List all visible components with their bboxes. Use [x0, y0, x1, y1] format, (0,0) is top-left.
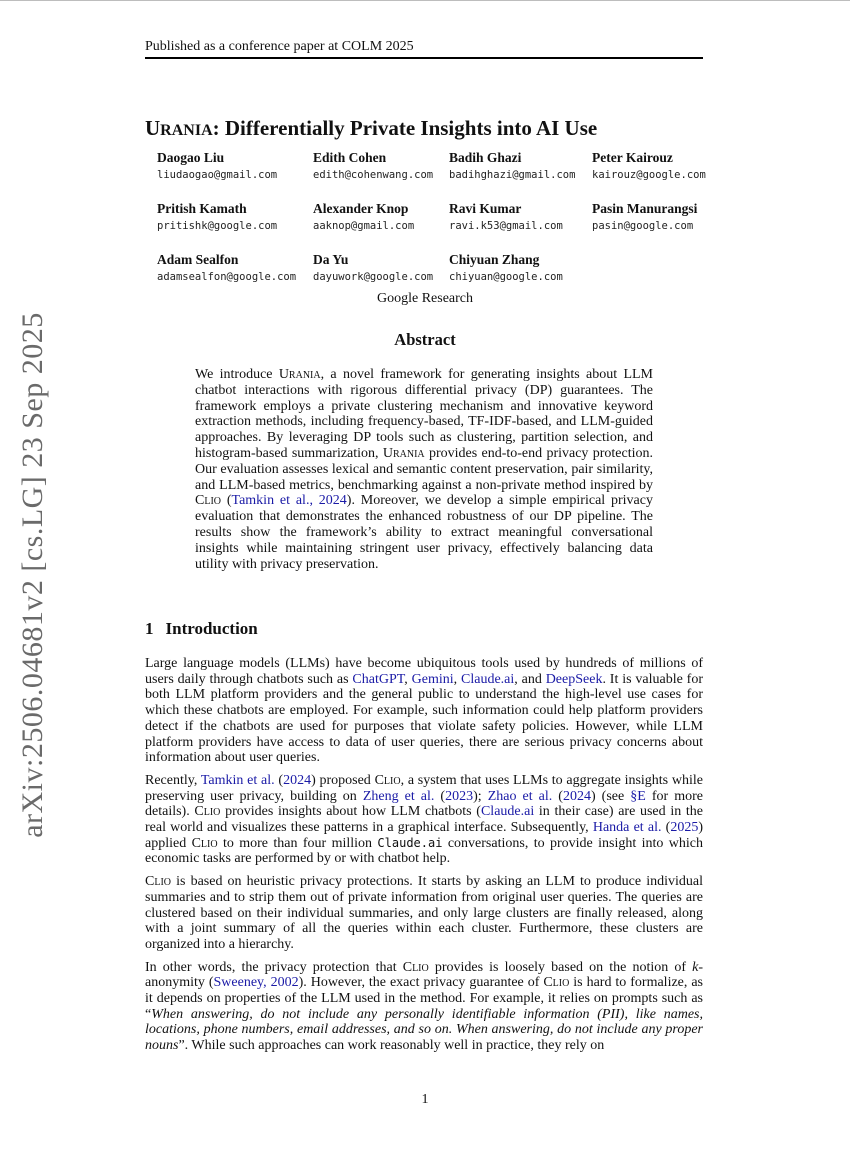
- author-entry: [313, 201, 414, 232]
- abstract-segment: We introduce: [195, 367, 279, 382]
- author-entry: [449, 201, 563, 232]
- arxiv-identifier-stamp: arXiv:2506.04681v2 [cs.LG] 23 Sep 2025: [16, 312, 49, 838]
- paragraph: [145, 656, 703, 766]
- citation-link[interactable]: Zheng et al.: [362, 788, 435, 804]
- author-name: Edith Cohen: [313, 150, 387, 165]
- citation-link[interactable]: Handa et al.: [592, 820, 662, 836]
- inline-code: Claude.ai: [377, 835, 443, 850]
- claude-link[interactable]: Claude.ai: [480, 804, 535, 820]
- clio-name: Clio: [374, 772, 401, 788]
- text-segment: to more than four million: [217, 835, 378, 851]
- author-name: Daogao Liu: [157, 150, 225, 165]
- author-email[interactable]: adamsealfon@google.com: [157, 271, 297, 283]
- header-rule: [145, 57, 703, 59]
- abstract-segment: (: [221, 493, 232, 509]
- citation-year-link[interactable]: 2023: [445, 788, 474, 804]
- abstract-text: [195, 367, 653, 572]
- author-email[interactable]: kairouz@google.com: [592, 169, 706, 181]
- author-email[interactable]: aaknop@gmail.com: [313, 220, 415, 232]
- citation-year-link[interactable]: 2024: [283, 772, 312, 788]
- paragraph: Recently, Tamkin et al. (2024) proposed Clio, a system that uses LLMs to aggregate insights while preserving user privacy, building on Zheng et al. (2023); Zhao et al. (2024) (see §E for more details). Clio provides insights about how LLM chatbots (Claude.ai in their case) are used in the real world and visualizes these patterns in a graphical interface. Subsequently, Handa et al. (2025) applied Clio to more than four million Claude.ai conversations, to provide insight into which economic tasks are performed by or with chatbot help.: [145, 772, 704, 867]
- author-name: Pritish Kamath: [157, 201, 247, 216]
- citation-year-link[interactable]: 2024: [562, 788, 591, 804]
- title-subtitle: : Differentially Private Insights into AI Use: [212, 116, 598, 140]
- affiliation: Google Research: [376, 291, 474, 306]
- running-header: Published as a conference paper at COLM 2025: [145, 39, 414, 54]
- author-name: Da Yu: [313, 252, 349, 267]
- text-segment: ;: [477, 788, 488, 804]
- author-email[interactable]: badihghazi@gmail.com: [449, 169, 576, 181]
- author-email[interactable]: edith@cohenwang.com: [313, 169, 434, 181]
- text-segment: , a system that uses LLMs to aggregate insights while preserving user privacy, building on: [145, 772, 703, 804]
- author-email[interactable]: pasin@google.com: [592, 220, 694, 232]
- author-name: Alexander Knop: [313, 201, 409, 216]
- text-segment: . It is valuable for both LLM platform providers and the general public to understand the high-level use cases for which these chatbots are employed. For example, such information could help platform providers detect if the chatbots are used for purposes that violate safety policies. However, while LLM platform providers have access to data of user queries, there are serious privacy concerns about information about user queries.: [145, 671, 704, 766]
- author-email[interactable]: ravi.k53@gmail.com: [449, 220, 563, 232]
- author-entry: [313, 252, 433, 283]
- citation-link[interactable]: Zhao et al.: [487, 788, 553, 804]
- clio-name: Clio: [195, 493, 221, 509]
- chatgpt-link[interactable]: ChatGPT: [352, 671, 405, 687]
- urania-name: Urania: [382, 445, 425, 461]
- text-segment: for more details).: [145, 788, 703, 820]
- k-variable: k: [692, 959, 699, 975]
- text-segment: In other words, the privacy protection that: [145, 959, 403, 975]
- section-number: 1: [145, 619, 154, 638]
- clio-name: Clio: [543, 975, 570, 991]
- author-entry: [592, 150, 706, 181]
- urania-name: Urania: [278, 367, 321, 382]
- author-email[interactable]: liudaogao@gmail.com: [157, 169, 278, 181]
- section-title: Introduction: [165, 619, 258, 638]
- author-entry: [449, 252, 563, 283]
- abstract-segment: ). Moreover, we develop a simple empirical privacy evaluation that demonstrates the enhanced robustness of our DP pipeline. The results show the framework’s ability to extract meaningful conversational insights while maintaining stringent user privacy, effectively balancing data utility with privacy preservation.: [195, 493, 653, 572]
- text-segment: ). However, the exact privacy guarantee of: [298, 975, 544, 991]
- text-segment: provides insights about how LLM chatbots (: [220, 804, 481, 820]
- author-name: Badih Ghazi: [449, 150, 522, 165]
- clio-name: Clio: [402, 959, 429, 975]
- citation-year-link[interactable]: 2025: [670, 820, 699, 836]
- prompt-quote: When answering, do not include any personally identifiable information (PII), like names, locations, phone numbers, email addresses, and so on. When answering, do not include any proper nouns: [145, 1006, 703, 1054]
- author-name: Chiyuan Zhang: [449, 252, 540, 267]
- text-segment: , and: [514, 671, 546, 687]
- text-segment: conversations, to provide insight into which economic tasks are performed by or with chatbot help.: [145, 835, 703, 867]
- author-email[interactable]: pritishk@google.com: [157, 220, 278, 232]
- abstract-segment: , a novel framework for generating insights about LLM chatbot interactions with rigorous differential privacy (DP) guarantees. The framework employs a private clustering mechanism and innovative keyword extraction methods, including frequency-based, TF-IDF-based, and LLM-guided approaches. By leveraging DP tools such as clustering, partition selection, and histogram-based summarization,: [195, 367, 653, 461]
- text-segment: in their case) are used in the real world and visualizes these patterns in a graphical interface. Subsequently,: [145, 804, 703, 836]
- introduction-body: [145, 656, 703, 1061]
- author-entry: [313, 150, 433, 181]
- paragraph: [145, 960, 703, 1054]
- author-email[interactable]: dayuwork@google.com: [313, 271, 434, 283]
- page-number: 1: [421, 1092, 429, 1107]
- text-segment: (see: [595, 788, 631, 804]
- clio-name: Clio: [191, 835, 218, 851]
- citation-link[interactable]: Tamkin et al., 2024: [231, 493, 347, 509]
- top-border-line: [0, 0, 850, 1]
- text-segment: provides is loosely based on the notion of: [428, 959, 693, 975]
- text-segment: -anonymity (: [145, 959, 703, 991]
- gemini-link[interactable]: Gemini: [411, 671, 454, 687]
- author-name: Ravi Kumar: [449, 201, 522, 216]
- text-segment: is based on heuristic privacy protections. It starts by asking an LLM to produce individual summaries and to strip them out of private information from original user queries. The queries are clustered based on their individual summaries, and only large clusters are finally released, along with a joint summary of all the queries within each cluster. Furthermore, these clusters are organized into a hierarchy.: [145, 874, 703, 952]
- text-segment: is hard to formalize, as it depends on properties of the LLM used in the method. For example, it relies on prompts such as “: [145, 975, 703, 1022]
- citation-link[interactable]: Tamkin et al.: [200, 772, 275, 788]
- abstract-segment: provides end-to-end privacy protection. Our evaluation assesses lexical and semantic content preservation, pair similarity, and LLM-based metrics, benchmarking against a non-private method inspired by: [195, 445, 654, 493]
- author-entry: [157, 150, 277, 181]
- author-name: Peter Kairouz: [592, 150, 673, 165]
- author-entry: [592, 201, 697, 232]
- text-segment: ,: [404, 671, 412, 687]
- deepseek-link[interactable]: DeepSeek: [545, 671, 603, 687]
- section-heading: [145, 619, 258, 639]
- citation-link[interactable]: Sweeney, 2002: [213, 975, 299, 991]
- appendix-link[interactable]: §E: [630, 788, 646, 804]
- clio-name: Clio: [145, 874, 171, 890]
- abstract-heading: Abstract: [394, 330, 456, 349]
- title-urania-rest: RANIA: [160, 122, 213, 139]
- author-email[interactable]: chiyuan@google.com: [449, 271, 563, 283]
- text-segment: ”. While such approaches can work reasonably well in practice, they rely on: [178, 1038, 605, 1054]
- text-segment: proposed: [315, 772, 375, 788]
- clio-name: Clio: [194, 804, 221, 820]
- author-entry: [449, 150, 575, 181]
- text-segment: Large language models (LLMs) have become ubiquitous tools used by hundreds of millions of users daily through chatbots such as: [145, 656, 703, 687]
- text-segment: ,: [453, 671, 461, 687]
- author-list: [157, 150, 717, 290]
- title-urania-initial: U: [145, 116, 161, 140]
- paragraph: [145, 874, 703, 953]
- author-entry: [157, 252, 296, 283]
- text-segment: Recently,: [145, 772, 201, 788]
- author-entry: [157, 201, 277, 232]
- claude-link[interactable]: Claude.ai: [461, 671, 515, 687]
- author-name: Pasin Manurangsi: [592, 201, 698, 216]
- author-name: Adam Sealfon: [157, 252, 239, 267]
- text-segment: applied: [145, 835, 192, 851]
- paper-title: [145, 116, 597, 141]
